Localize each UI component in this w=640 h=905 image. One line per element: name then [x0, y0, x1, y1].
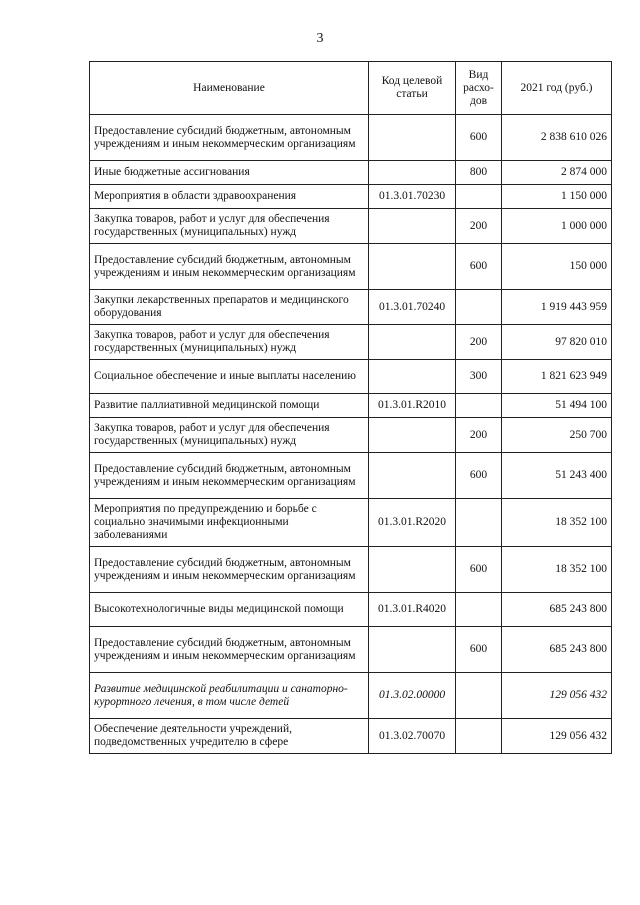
row-amount: 1 821 623 949 — [502, 360, 612, 394]
table-row — [90, 244, 612, 290]
header-name: Наименование — [90, 62, 369, 115]
row-name: Социальное обеспечение и иные выплаты населению — [90, 360, 369, 394]
row-kind — [456, 593, 502, 627]
row-amount: 685 243 800 — [502, 627, 612, 673]
row-name: Предоставление субсидий бюджетным, автономным учреждениям и иным некоммерческим организациям — [90, 547, 369, 593]
table-row — [90, 209, 612, 244]
row-amount: 685 243 800 — [502, 593, 612, 627]
table-body — [90, 115, 612, 754]
row-kind — [456, 673, 502, 719]
row-name: Обеспечение деятельности учреждений, подведомственных учредителю в сфере — [90, 719, 369, 754]
page-number: 3 — [316, 31, 324, 46]
row-code — [369, 360, 456, 394]
row-amount: 2 838 610 026 — [502, 115, 612, 161]
row-amount: 150 000 — [502, 244, 612, 290]
row-kind: 200 — [456, 418, 502, 453]
row-name: Закупка товаров, работ и услуг для обеспечения государственных (муниципальных) нужд — [90, 325, 369, 360]
table-row — [90, 185, 612, 209]
row-name: Предоставление субсидий бюджетным, автономным учреждениям и иным некоммерческим организациям — [90, 244, 369, 290]
row-kind — [456, 719, 502, 754]
table-row — [90, 547, 612, 593]
row-name: Предоставление субсидий бюджетным, автономным учреждениям и иным некоммерческим организациям — [90, 627, 369, 673]
row-amount: 1 150 000 — [502, 185, 612, 209]
row-code — [369, 547, 456, 593]
table-row — [90, 453, 612, 499]
row-kind — [456, 185, 502, 209]
table-row — [90, 290, 612, 325]
row-code: 01.3.01.R2020 — [369, 499, 456, 547]
row-amount: 129 056 432 — [502, 719, 612, 754]
row-name: Мероприятия в области здравоохранения — [90, 185, 369, 209]
row-amount: 2 874 000 — [502, 161, 612, 185]
row-name: Высокотехнологичные виды медицинской помощи — [90, 593, 369, 627]
row-name: Закупки лекарственных препаратов и медицинского оборудования — [90, 290, 369, 325]
row-code — [369, 244, 456, 290]
row-kind: 200 — [456, 325, 502, 360]
row-name: Развитие медицинской реабилитации и санаторно-курортного лечения, в том числе детей — [90, 673, 369, 719]
table-row — [90, 719, 612, 754]
row-kind: 600 — [456, 115, 502, 161]
row-amount: 1 919 443 959 — [502, 290, 612, 325]
row-kind: 600 — [456, 244, 502, 290]
row-code: 01.3.01.R4020 — [369, 593, 456, 627]
table-row — [90, 115, 612, 161]
row-code — [369, 627, 456, 673]
table-row — [90, 161, 612, 185]
table-row — [90, 593, 612, 627]
row-code: 01.3.02.00000 — [369, 673, 456, 719]
row-amount: 97 820 010 — [502, 325, 612, 360]
row-code — [369, 209, 456, 244]
row-name: Мероприятия по предупреждению и борьбе с социально значимыми инфекционными заболеваниями — [90, 499, 369, 547]
table-row — [90, 627, 612, 673]
budget-table — [89, 61, 612, 754]
row-name: Предоставление субсидий бюджетным, автономным учреждениям и иным некоммерческим организациям — [90, 115, 369, 161]
row-name: Закупка товаров, работ и услуг для обеспечения государственных (муниципальных) нужд — [90, 209, 369, 244]
row-kind: 200 — [456, 209, 502, 244]
row-code — [369, 453, 456, 499]
row-kind — [456, 499, 502, 547]
table-row — [90, 418, 612, 453]
row-name: Закупка товаров, работ и услуг для обеспечения государственных (муниципальных) нужд — [90, 418, 369, 453]
row-name: Иные бюджетные ассигнования — [90, 161, 369, 185]
row-amount: 18 352 100 — [502, 547, 612, 593]
row-code: 01.3.02.70070 — [369, 719, 456, 754]
row-amount: 1 000 000 — [502, 209, 612, 244]
row-kind — [456, 394, 502, 418]
row-amount: 18 352 100 — [502, 499, 612, 547]
table-row — [90, 325, 612, 360]
table-row — [90, 499, 612, 547]
table-row — [90, 673, 612, 719]
row-amount: 129 056 432 — [502, 673, 612, 719]
row-amount: 51 494 100 — [502, 394, 612, 418]
row-kind — [456, 290, 502, 325]
header-kind: Вид расхо-дов — [456, 62, 502, 115]
row-kind: 600 — [456, 627, 502, 673]
row-name: Развитие паллиативной медицинской помощи — [90, 394, 369, 418]
table-row — [90, 360, 612, 394]
row-amount: 51 243 400 — [502, 453, 612, 499]
row-code: 01.3.01.70240 — [369, 290, 456, 325]
row-amount: 250 700 — [502, 418, 612, 453]
row-code — [369, 325, 456, 360]
row-code — [369, 115, 456, 161]
row-code — [369, 161, 456, 185]
table-header-row — [90, 62, 612, 115]
header-amount: 2021 год (руб.) — [502, 62, 612, 115]
row-kind: 800 — [456, 161, 502, 185]
row-code — [369, 418, 456, 453]
table-row — [90, 394, 612, 418]
row-code: 01.3.01.70230 — [369, 185, 456, 209]
row-code: 01.3.01.R2010 — [369, 394, 456, 418]
row-kind: 600 — [456, 547, 502, 593]
row-kind: 600 — [456, 453, 502, 499]
row-kind: 300 — [456, 360, 502, 394]
row-name: Предоставление субсидий бюджетным, автономным учреждениям и иным некоммерческим организациям — [90, 453, 369, 499]
header-code: Код целевой статьи — [369, 62, 456, 115]
